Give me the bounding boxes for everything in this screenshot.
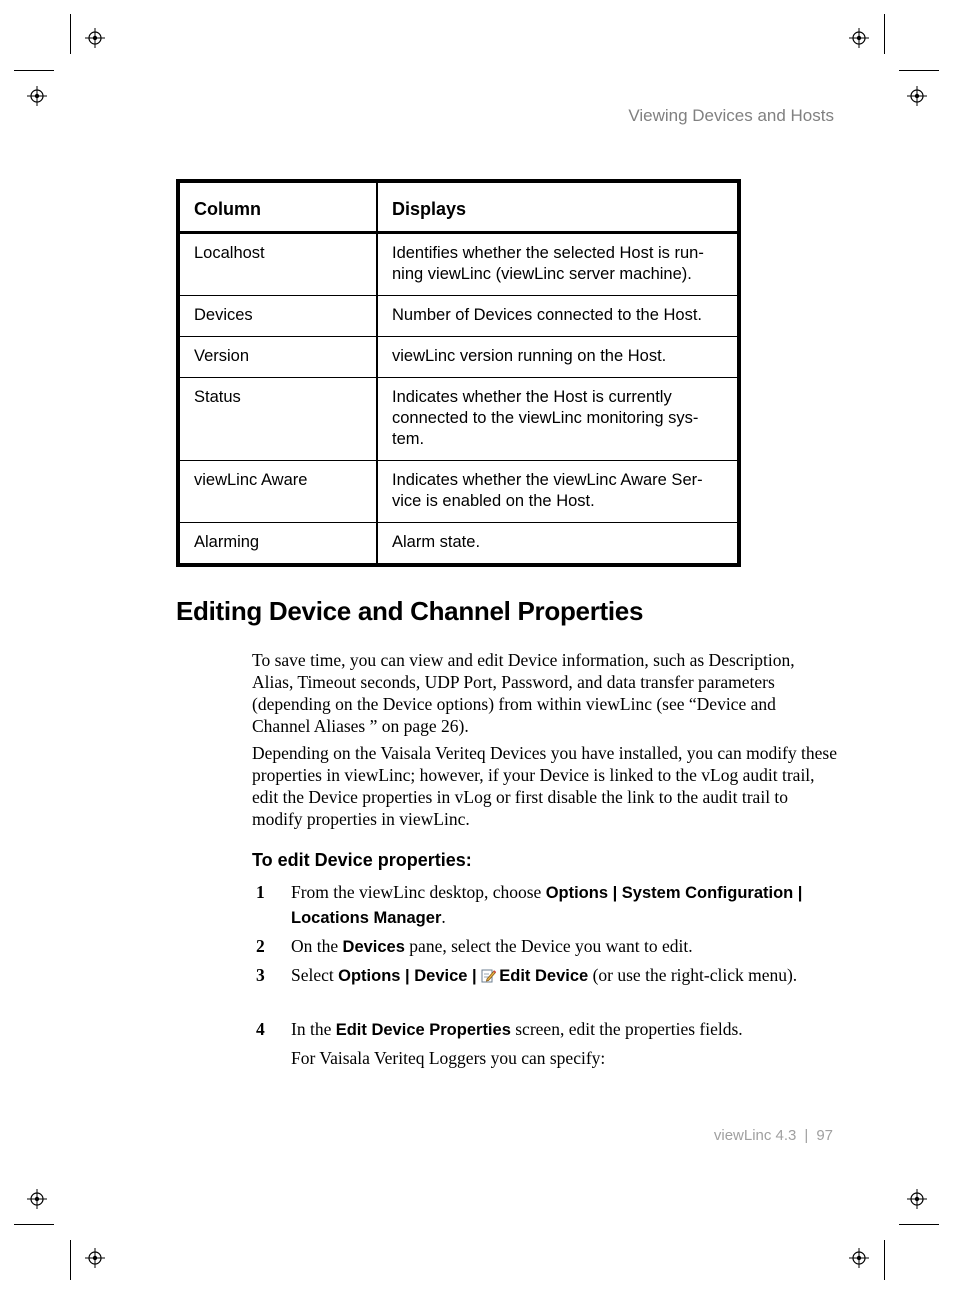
registration-mark-icon [849, 1248, 869, 1268]
running-header: Viewing Devices and Hosts [628, 106, 834, 125]
step-number: 4 [256, 1019, 265, 1039]
edit-device-pencil-icon [481, 968, 496, 983]
table-cell-displays: Indicates whether the viewLinc Aware Ser-vice is enabled on the Host. [377, 461, 739, 523]
table-cell-column: Alarming [178, 523, 377, 566]
step-number: 2 [256, 936, 265, 956]
table-row [178, 461, 739, 523]
table-row [178, 378, 739, 461]
table-cell-column: viewLinc Aware [178, 461, 377, 523]
table-row [178, 296, 739, 337]
registration-mark-icon [27, 86, 47, 106]
registration-mark-icon [27, 1189, 47, 1209]
procedure-title: To edit Device properties: [252, 850, 472, 870]
table-row [178, 233, 739, 296]
crop-mark [70, 14, 71, 54]
table-cell-column: Status [178, 378, 377, 461]
table-row [178, 337, 739, 378]
crop-mark [70, 1240, 71, 1280]
registration-mark-icon [85, 1248, 105, 1268]
column-header: Column [178, 181, 377, 233]
step-number: 3 [256, 965, 265, 985]
footer-separator: | [804, 1127, 809, 1144]
body-paragraph: To save time, you can view and edit Device information, such as Description, Alias, Timeout seconds, UDP Port, Password, and data transfer parameters (depending on the Device options) from within viewLinc (see “Device and Channel Aliases ” on page 26). [252, 650, 795, 736]
registration-mark-icon [85, 28, 105, 48]
page-footer [714, 1127, 833, 1144]
ui-path-label: Options | System Configuration | Locations Manager [291, 884, 803, 927]
body-paragraph: Depending on the Vaisala Veriteq Devices you have installed, you can modify these properties in viewLinc; however, if your Device is linked to the vLog audit trail, edit the Device properties in vLog or first disable the link to the audit trail to modify properties in viewLinc. [252, 743, 837, 829]
displays-header: Displays [377, 181, 739, 233]
ui-path-label: Options | Device | [338, 967, 482, 985]
table-row [178, 523, 739, 566]
table-cell-column: Devices [178, 296, 377, 337]
table-cell-displays: Number of Devices connected to the Host. [377, 296, 739, 337]
table-cell-column: Localhost [178, 233, 377, 296]
ui-command-label: Edit Device [499, 967, 589, 985]
section-heading: Editing Device and Channel Properties [176, 596, 644, 626]
table-cell-displays: Alarm state. [377, 523, 739, 566]
registration-mark-icon [849, 28, 869, 48]
ui-pane-label: Devices [342, 938, 405, 956]
crop-mark [899, 1224, 939, 1225]
ui-screen-label: Edit Device Properties [335, 1021, 511, 1039]
table-cell-column: Version [178, 337, 377, 378]
table-header-row [178, 181, 739, 233]
host-columns-table [176, 179, 741, 567]
step-number: 1 [256, 882, 265, 902]
footer-product: viewLinc 4.3 [713, 1127, 797, 1144]
crop-mark [884, 14, 885, 54]
table-cell-displays: Indicates whether the Host is currently connected to the viewLinc monitoring sys-tem. [377, 378, 739, 461]
registration-mark-icon [907, 1189, 927, 1209]
registration-mark-icon [907, 86, 927, 106]
table-cell-displays: viewLinc version running on the Host. [377, 337, 739, 378]
crop-mark [14, 70, 54, 71]
page-number: 97 [816, 1127, 833, 1144]
table-cell-displays: Identifies whether the selected Host is run-ning viewLinc (viewLinc server machine). [377, 233, 739, 296]
crop-mark [14, 1224, 54, 1225]
crop-mark [884, 1240, 885, 1280]
crop-mark [899, 70, 939, 71]
